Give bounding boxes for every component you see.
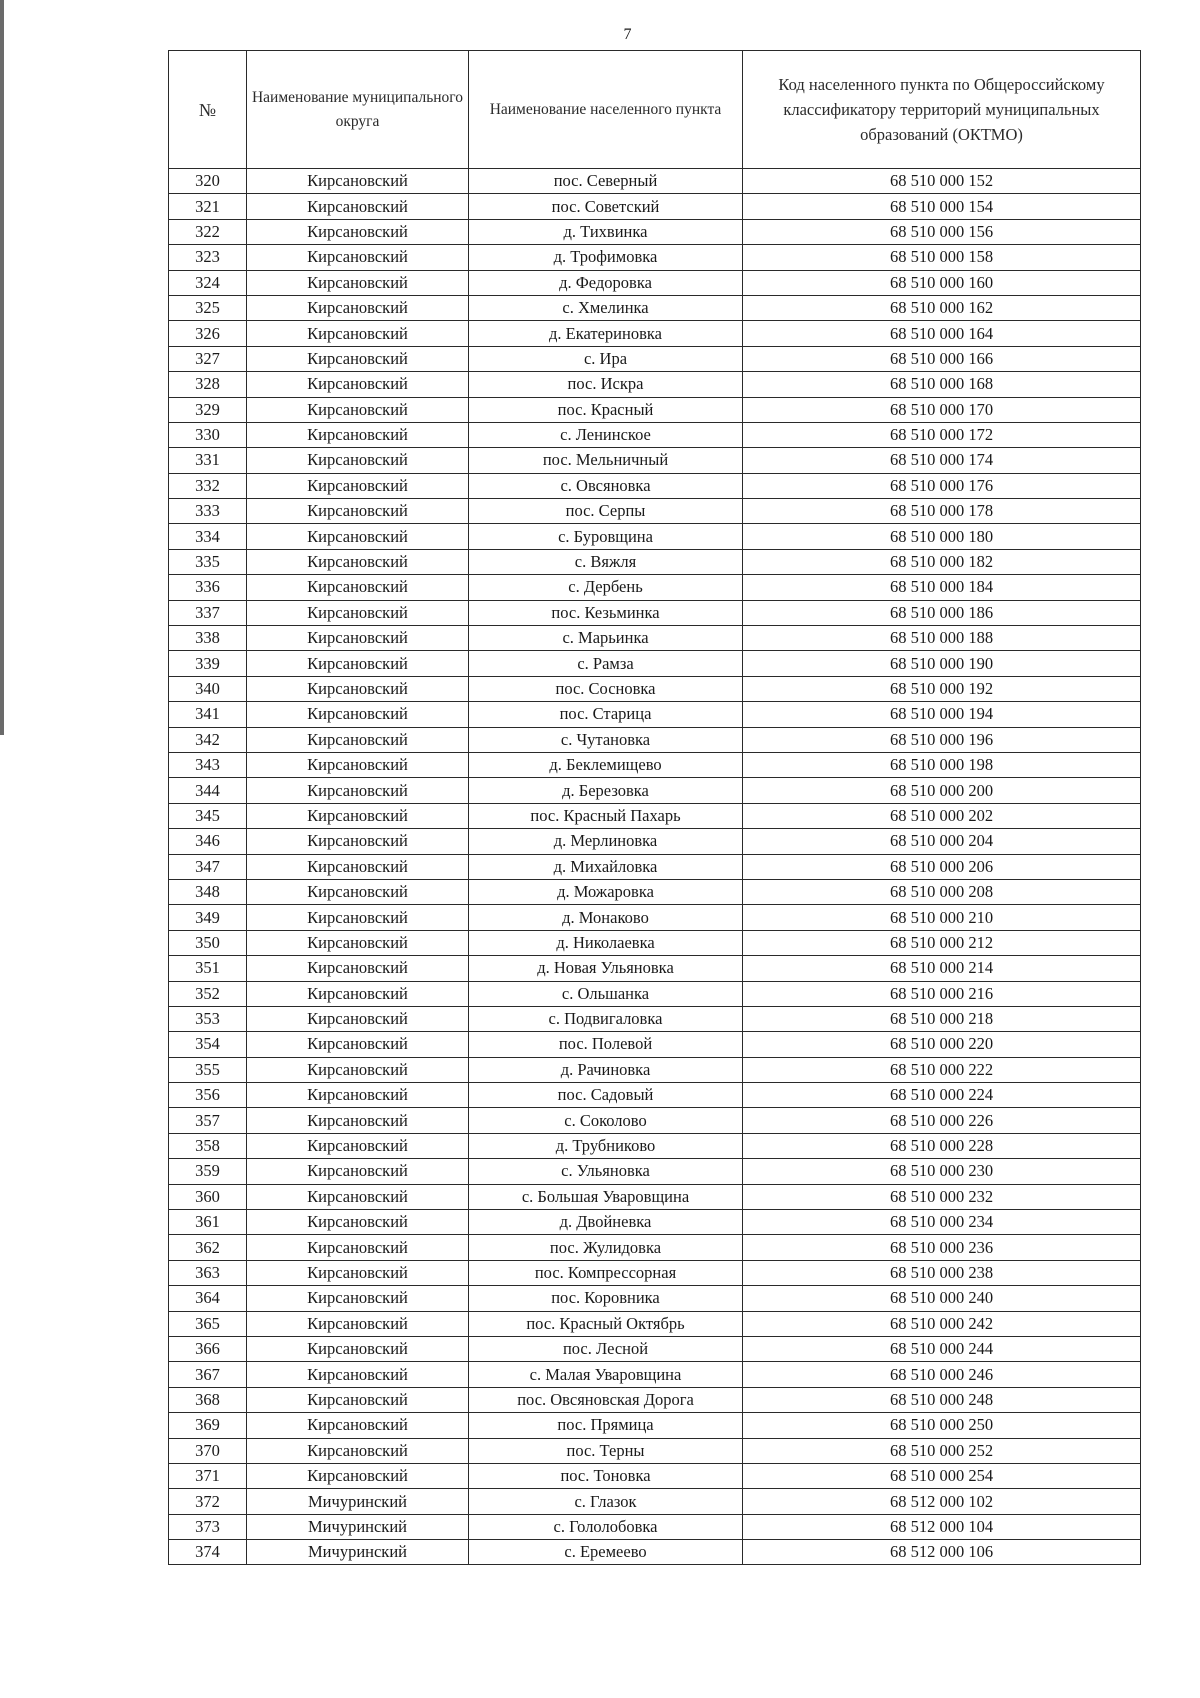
cell-number: 324 [169, 270, 247, 295]
cell-number: 327 [169, 346, 247, 371]
cell-oktmo-code: 68 510 000 164 [743, 321, 1141, 346]
cell-number: 360 [169, 1184, 247, 1209]
cell-oktmo-code: 68 510 000 186 [743, 600, 1141, 625]
cell-settlement: пос. Овсяновская Дорога [469, 1387, 743, 1412]
cell-oktmo-code: 68 510 000 182 [743, 549, 1141, 574]
cell-oktmo-code: 68 510 000 194 [743, 702, 1141, 727]
cell-oktmo-code: 68 510 000 228 [743, 1133, 1141, 1158]
cell-settlement: пос. Коровника [469, 1286, 743, 1311]
table-row [169, 295, 1141, 320]
table-row [169, 1184, 1141, 1209]
cell-district: Кирсановский [247, 1184, 469, 1209]
cell-oktmo-code: 68 510 000 236 [743, 1235, 1141, 1260]
cell-number: 363 [169, 1260, 247, 1285]
cell-settlement: пос. Жулидовка [469, 1235, 743, 1260]
table-row [169, 1286, 1141, 1311]
cell-oktmo-code: 68 510 000 240 [743, 1286, 1141, 1311]
cell-district: Кирсановский [247, 1311, 469, 1336]
cell-oktmo-code: 68 510 000 190 [743, 651, 1141, 676]
table-row [169, 372, 1141, 397]
cell-district: Кирсановский [247, 219, 469, 244]
cell-district: Мичуринский [247, 1489, 469, 1514]
cell-number: 326 [169, 321, 247, 346]
cell-oktmo-code: 68 510 000 246 [743, 1362, 1141, 1387]
cell-oktmo-code: 68 510 000 214 [743, 956, 1141, 981]
table-row [169, 1057, 1141, 1082]
cell-settlement: с. Большая Уваровщина [469, 1184, 743, 1209]
cell-oktmo-code: 68 510 000 192 [743, 676, 1141, 701]
table-row [169, 727, 1141, 752]
cell-settlement: с. Дербень [469, 575, 743, 600]
header-settlement: Наименование населенного пункта [469, 51, 743, 169]
cell-settlement: с. Чутановка [469, 727, 743, 752]
cell-settlement: д. Трубниково [469, 1133, 743, 1158]
cell-number: 343 [169, 752, 247, 777]
cell-district: Кирсановский [247, 499, 469, 524]
table-row [169, 1489, 1141, 1514]
cell-district: Кирсановский [247, 1083, 469, 1108]
cell-oktmo-code: 68 510 000 172 [743, 422, 1141, 447]
cell-oktmo-code: 68 510 000 254 [743, 1463, 1141, 1488]
cell-number: 341 [169, 702, 247, 727]
cell-settlement: с. Хмелинка [469, 295, 743, 320]
cell-oktmo-code: 68 510 000 232 [743, 1184, 1141, 1209]
cell-district: Кирсановский [247, 1413, 469, 1438]
cell-settlement: с. Подвигаловка [469, 1006, 743, 1031]
cell-district: Кирсановский [247, 930, 469, 955]
cell-oktmo-code: 68 510 000 202 [743, 803, 1141, 828]
table-row [169, 981, 1141, 1006]
cell-settlement: пос. Красный Пахарь [469, 803, 743, 828]
cell-oktmo-code: 68 512 000 102 [743, 1489, 1141, 1514]
table-row [169, 1387, 1141, 1412]
table-row [169, 194, 1141, 219]
cell-settlement: пос. Советский [469, 194, 743, 219]
cell-settlement: пос. Северный [469, 169, 743, 194]
cell-oktmo-code: 68 510 000 176 [743, 473, 1141, 498]
cell-number: 372 [169, 1489, 247, 1514]
cell-number: 369 [169, 1413, 247, 1438]
cell-number: 320 [169, 169, 247, 194]
table-row [169, 575, 1141, 600]
cell-number: 323 [169, 245, 247, 270]
cell-number: 350 [169, 930, 247, 955]
cell-settlement: с. Еремеево [469, 1540, 743, 1565]
cell-number: 371 [169, 1463, 247, 1488]
cell-district: Кирсановский [247, 879, 469, 904]
header-oktmo-code: Код населенного пункта по Общероссийскому классификатору территорий муниципальных образований (ОКТМО) [743, 51, 1141, 169]
cell-district: Мичуринский [247, 1514, 469, 1539]
cell-settlement: с. Ленинское [469, 422, 743, 447]
cell-number: 358 [169, 1133, 247, 1158]
cell-number: 325 [169, 295, 247, 320]
cell-number: 321 [169, 194, 247, 219]
cell-oktmo-code: 68 510 000 170 [743, 397, 1141, 422]
cell-oktmo-code: 68 510 000 238 [743, 1260, 1141, 1285]
cell-district: Кирсановский [247, 778, 469, 803]
cell-district: Кирсановский [247, 1210, 469, 1235]
cell-oktmo-code: 68 510 000 220 [743, 1032, 1141, 1057]
cell-district: Кирсановский [247, 1235, 469, 1260]
cell-oktmo-code: 68 510 000 198 [743, 752, 1141, 777]
cell-settlement: пос. Красный [469, 397, 743, 422]
cell-oktmo-code: 68 510 000 174 [743, 448, 1141, 473]
table-row [169, 752, 1141, 777]
cell-number: 352 [169, 981, 247, 1006]
cell-number: 345 [169, 803, 247, 828]
cell-settlement: с. Буровщина [469, 524, 743, 549]
table-header [169, 51, 1141, 169]
cell-oktmo-code: 68 510 000 200 [743, 778, 1141, 803]
scan-edge-shadow [0, 0, 4, 735]
cell-district: Кирсановский [247, 295, 469, 320]
cell-settlement: с. Гололобовка [469, 1514, 743, 1539]
cell-number: 347 [169, 854, 247, 879]
table-row [169, 1362, 1141, 1387]
table-row [169, 905, 1141, 930]
cell-number: 364 [169, 1286, 247, 1311]
cell-oktmo-code: 68 510 000 248 [743, 1387, 1141, 1412]
cell-oktmo-code: 68 510 000 206 [743, 854, 1141, 879]
cell-number: 348 [169, 879, 247, 904]
cell-oktmo-code: 68 510 000 218 [743, 1006, 1141, 1031]
cell-number: 329 [169, 397, 247, 422]
table-row [169, 702, 1141, 727]
cell-district: Кирсановский [247, 549, 469, 574]
cell-settlement: д. Тихвинка [469, 219, 743, 244]
cell-district: Кирсановский [247, 397, 469, 422]
cell-oktmo-code: 68 510 000 154 [743, 194, 1141, 219]
table-row [169, 1006, 1141, 1031]
table-row [169, 600, 1141, 625]
cell-settlement: пос. Полевой [469, 1032, 743, 1057]
cell-district: Кирсановский [247, 448, 469, 473]
cell-settlement: с. Ира [469, 346, 743, 371]
table-row [169, 651, 1141, 676]
table-row [169, 1438, 1141, 1463]
cell-settlement: д. Двойневка [469, 1210, 743, 1235]
cell-number: 368 [169, 1387, 247, 1412]
cell-district: Кирсановский [247, 1032, 469, 1057]
cell-oktmo-code: 68 510 000 162 [743, 295, 1141, 320]
cell-settlement: пос. Искра [469, 372, 743, 397]
cell-settlement: с. Малая Уваровщина [469, 1362, 743, 1387]
cell-district: Кирсановский [247, 194, 469, 219]
cell-district: Кирсановский [247, 245, 469, 270]
cell-number: 328 [169, 372, 247, 397]
table-row [169, 321, 1141, 346]
cell-settlement: пос. Прямица [469, 1413, 743, 1438]
cell-district: Кирсановский [247, 524, 469, 549]
cell-district: Кирсановский [247, 1108, 469, 1133]
table-row [169, 219, 1141, 244]
cell-district: Кирсановский [247, 981, 469, 1006]
cell-oktmo-code: 68 510 000 168 [743, 372, 1141, 397]
cell-oktmo-code: 68 510 000 234 [743, 1210, 1141, 1235]
cell-number: 335 [169, 549, 247, 574]
cell-district: Кирсановский [247, 702, 469, 727]
cell-number: 356 [169, 1083, 247, 1108]
table-row [169, 1235, 1141, 1260]
table-row [169, 1540, 1141, 1565]
table-row [169, 1463, 1141, 1488]
cell-oktmo-code: 68 510 000 222 [743, 1057, 1141, 1082]
cell-settlement: д. Беклемищево [469, 752, 743, 777]
cell-settlement: д. Федоровка [469, 270, 743, 295]
table-row [169, 169, 1141, 194]
cell-settlement: д. Монаково [469, 905, 743, 930]
header-number: № [169, 51, 247, 169]
cell-district: Кирсановский [247, 1057, 469, 1082]
table-row [169, 829, 1141, 854]
cell-number: 374 [169, 1540, 247, 1565]
cell-number: 370 [169, 1438, 247, 1463]
cell-settlement: д. Мерлиновка [469, 829, 743, 854]
cell-number: 339 [169, 651, 247, 676]
cell-settlement: с. Ольшанка [469, 981, 743, 1006]
cell-number: 365 [169, 1311, 247, 1336]
cell-settlement: с. Глазок [469, 1489, 743, 1514]
cell-district: Кирсановский [247, 1159, 469, 1184]
cell-settlement: пос. Садовый [469, 1083, 743, 1108]
cell-district: Кирсановский [247, 905, 469, 930]
cell-settlement: пос. Красный Октябрь [469, 1311, 743, 1336]
cell-settlement: д. Трофимовка [469, 245, 743, 270]
table-row [169, 245, 1141, 270]
cell-number: 351 [169, 956, 247, 981]
cell-district: Кирсановский [247, 1463, 469, 1488]
cell-number: 361 [169, 1210, 247, 1235]
cell-oktmo-code: 68 510 000 208 [743, 879, 1141, 904]
cell-number: 334 [169, 524, 247, 549]
cell-oktmo-code: 68 510 000 166 [743, 346, 1141, 371]
cell-settlement: с. Марьинка [469, 626, 743, 651]
cell-oktmo-code: 68 510 000 212 [743, 930, 1141, 955]
cell-oktmo-code: 68 510 000 224 [743, 1083, 1141, 1108]
cell-district: Кирсановский [247, 169, 469, 194]
cell-oktmo-code: 68 510 000 230 [743, 1159, 1141, 1184]
cell-settlement: д. Можаровка [469, 879, 743, 904]
cell-settlement: пос. Тоновка [469, 1463, 743, 1488]
table-row [169, 448, 1141, 473]
cell-district: Кирсановский [247, 1260, 469, 1285]
table-row [169, 1336, 1141, 1361]
cell-settlement: д. Рачиновка [469, 1057, 743, 1082]
cell-oktmo-code: 68 510 000 184 [743, 575, 1141, 600]
cell-settlement: с. Соколово [469, 1108, 743, 1133]
cell-district: Кирсановский [247, 676, 469, 701]
cell-oktmo-code: 68 510 000 244 [743, 1336, 1141, 1361]
table-row [169, 1032, 1141, 1057]
cell-district: Кирсановский [247, 1286, 469, 1311]
table-row [169, 626, 1141, 651]
cell-oktmo-code: 68 510 000 216 [743, 981, 1141, 1006]
cell-number: 331 [169, 448, 247, 473]
cell-settlement: с. Рамза [469, 651, 743, 676]
cell-oktmo-code: 68 510 000 158 [743, 245, 1141, 270]
table-row [169, 1413, 1141, 1438]
cell-district: Кирсановский [247, 752, 469, 777]
cell-number: 342 [169, 727, 247, 752]
table-row [169, 930, 1141, 955]
cell-settlement: с. Овсяновка [469, 473, 743, 498]
cell-number: 340 [169, 676, 247, 701]
cell-settlement: пос. Старица [469, 702, 743, 727]
cell-number: 344 [169, 778, 247, 803]
cell-oktmo-code: 68 510 000 226 [743, 1108, 1141, 1133]
cell-number: 357 [169, 1108, 247, 1133]
table-row [169, 1514, 1141, 1539]
table-row [169, 524, 1141, 549]
cell-settlement: пос. Сосновка [469, 676, 743, 701]
cell-district: Кирсановский [247, 270, 469, 295]
cell-settlement: д. Новая Ульяновка [469, 956, 743, 981]
cell-number: 336 [169, 575, 247, 600]
cell-oktmo-code: 68 510 000 152 [743, 169, 1141, 194]
cell-district: Кирсановский [247, 1006, 469, 1031]
cell-district: Кирсановский [247, 600, 469, 625]
cell-number: 346 [169, 829, 247, 854]
cell-district: Кирсановский [247, 626, 469, 651]
cell-oktmo-code: 68 510 000 210 [743, 905, 1141, 930]
cell-settlement: с. Ульяновка [469, 1159, 743, 1184]
cell-number: 332 [169, 473, 247, 498]
cell-oktmo-code: 68 510 000 250 [743, 1413, 1141, 1438]
cell-settlement: д. Березовка [469, 778, 743, 803]
settlements-table [168, 50, 1141, 1565]
cell-number: 366 [169, 1336, 247, 1361]
cell-oktmo-code: 68 510 000 188 [743, 626, 1141, 651]
table-row [169, 549, 1141, 574]
cell-number: 367 [169, 1362, 247, 1387]
table-row [169, 778, 1141, 803]
cell-district: Кирсановский [247, 1438, 469, 1463]
cell-number: 355 [169, 1057, 247, 1082]
cell-district: Мичуринский [247, 1540, 469, 1565]
table-body [169, 169, 1141, 1565]
cell-district: Кирсановский [247, 803, 469, 828]
cell-oktmo-code: 68 510 000 252 [743, 1438, 1141, 1463]
table-row [169, 1108, 1141, 1133]
table-row [169, 1083, 1141, 1108]
cell-district: Кирсановский [247, 854, 469, 879]
cell-settlement: пос. Мельничный [469, 448, 743, 473]
table-row [169, 473, 1141, 498]
cell-district: Кирсановский [247, 651, 469, 676]
cell-oktmo-code: 68 510 000 196 [743, 727, 1141, 752]
table-row [169, 270, 1141, 295]
cell-settlement: д. Николаевка [469, 930, 743, 955]
cell-settlement: пос. Лесной [469, 1336, 743, 1361]
table-row [169, 1133, 1141, 1158]
table-row [169, 346, 1141, 371]
cell-district: Кирсановский [247, 575, 469, 600]
table-row [169, 422, 1141, 447]
cell-district: Кирсановский [247, 346, 469, 371]
table-row [169, 397, 1141, 422]
cell-oktmo-code: 68 510 000 180 [743, 524, 1141, 549]
table-row [169, 956, 1141, 981]
cell-district: Кирсановский [247, 1387, 469, 1412]
page-number: 7 [623, 26, 632, 43]
settlements-table-container [168, 50, 1140, 1565]
table-row [169, 1260, 1141, 1285]
table-row [169, 676, 1141, 701]
table-row [169, 803, 1141, 828]
cell-oktmo-code: 68 510 000 242 [743, 1311, 1141, 1336]
cell-settlement: пос. Терны [469, 1438, 743, 1463]
table-row [169, 1210, 1141, 1235]
cell-district: Кирсановский [247, 829, 469, 854]
cell-settlement: пос. Серпы [469, 499, 743, 524]
header-district: Наименование муниципального округа [247, 51, 469, 169]
cell-number: 362 [169, 1235, 247, 1260]
cell-district: Кирсановский [247, 473, 469, 498]
cell-district: Кирсановский [247, 956, 469, 981]
cell-district: Кирсановский [247, 1336, 469, 1361]
cell-district: Кирсановский [247, 422, 469, 447]
cell-number: 353 [169, 1006, 247, 1031]
cell-settlement: пос. Кезьминка [469, 600, 743, 625]
cell-number: 373 [169, 1514, 247, 1539]
cell-settlement: д. Михайловка [469, 854, 743, 879]
cell-number: 322 [169, 219, 247, 244]
table-row [169, 1311, 1141, 1336]
cell-number: 337 [169, 600, 247, 625]
table-row [169, 1159, 1141, 1184]
cell-number: 333 [169, 499, 247, 524]
header-row [169, 51, 1141, 169]
cell-oktmo-code: 68 510 000 160 [743, 270, 1141, 295]
cell-number: 349 [169, 905, 247, 930]
table-row [169, 854, 1141, 879]
cell-oktmo-code: 68 512 000 104 [743, 1514, 1141, 1539]
cell-settlement: пос. Компрессорная [469, 1260, 743, 1285]
cell-district: Кирсановский [247, 1362, 469, 1387]
cell-district: Кирсановский [247, 727, 469, 752]
cell-number: 338 [169, 626, 247, 651]
cell-number: 359 [169, 1159, 247, 1184]
table-row [169, 499, 1141, 524]
cell-oktmo-code: 68 510 000 156 [743, 219, 1141, 244]
cell-district: Кирсановский [247, 1133, 469, 1158]
cell-oktmo-code: 68 510 000 204 [743, 829, 1141, 854]
table-row [169, 879, 1141, 904]
cell-district: Кирсановский [247, 372, 469, 397]
cell-district: Кирсановский [247, 321, 469, 346]
cell-settlement: д. Екатериновка [469, 321, 743, 346]
cell-oktmo-code: 68 512 000 106 [743, 1540, 1141, 1565]
cell-oktmo-code: 68 510 000 178 [743, 499, 1141, 524]
cell-number: 354 [169, 1032, 247, 1057]
cell-settlement: с. Вяжля [469, 549, 743, 574]
cell-number: 330 [169, 422, 247, 447]
